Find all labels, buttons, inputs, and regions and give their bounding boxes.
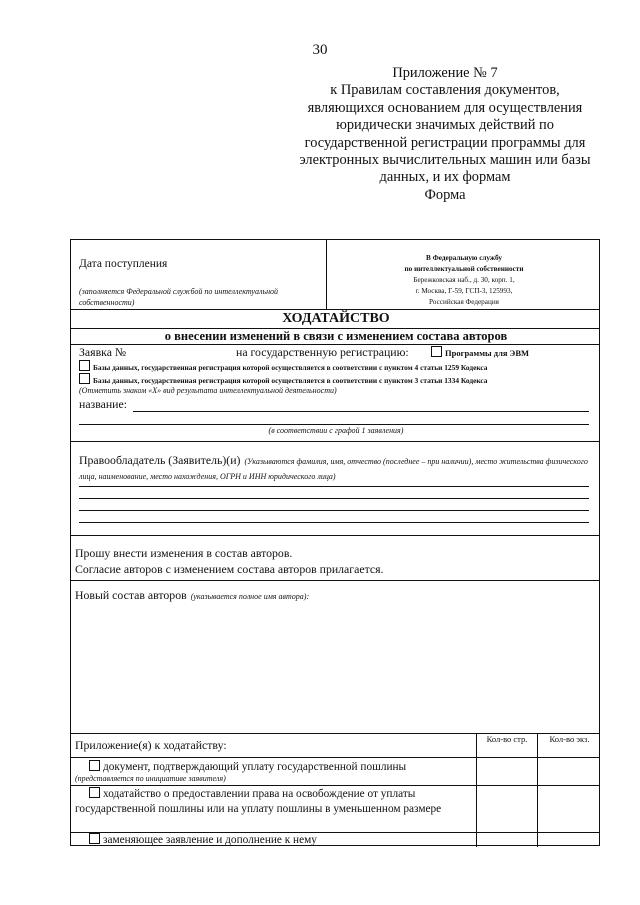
appendix-line: данных, и их формам [379,169,511,186]
addressee-line: Российская Федерация [429,298,499,306]
col-pages-header: Кол-во стр. [486,734,528,744]
holder-block [79,453,594,483]
name-note: (в соответствии с графой 1 заявления) [268,426,404,435]
checkbox[interactable] [79,360,90,371]
attachment-item-note: (представляется по инициативе заявителя) [75,774,226,783]
col-copies-header: Кол-во экз. [549,734,590,744]
option-database-1259[interactable]: Базы данных, государственная регистрация которой осуществляется в соответствии с пунктом 4 статьи 1259 Кодекса [79,360,488,372]
application-number-label: Заявка № [79,345,127,359]
checkbox[interactable] [79,373,90,384]
appendix-line: электронных вычислительных машин или базы [299,152,591,169]
new-authors-label: Новый состав авторов [75,588,187,602]
checkbox[interactable] [89,787,100,798]
holder-line[interactable] [79,486,589,487]
option-program[interactable]: Программы для ЭВМ [431,346,529,358]
receipt-date-label: Дата поступления [79,258,168,270]
page-number: 30 [312,42,328,58]
request-line-1: Прошу внести изменения в состав авторов. [75,546,293,560]
name-line[interactable] [79,424,589,425]
addressee-line: г. Москва, Г-59, ГСП-3, 125993, [415,287,513,295]
appendix-line: юридически значимых действий по [336,117,554,134]
name-line[interactable] [133,411,589,412]
mark-note: (Отметить знаком «Х» вид результата интеллектуальной деятельности) [79,386,337,395]
new-authors-block [75,586,309,604]
appendix-line: государственной регистрации программы для [304,134,586,151]
checkbox[interactable] [431,346,442,357]
checkbox[interactable] [89,760,100,771]
request-line-2: Согласие авторов с изменением состава авторов прилагается. [75,562,384,576]
petition-form [70,239,600,846]
attachment-item-exemption[interactable]: ходатайство о предоставлении права на освобождение от уплаты государственной пошлины или на уплату пошлины в уменьшенном размере [75,788,442,815]
holder-line[interactable] [79,522,589,523]
attachment-item-replacement[interactable]: заменяющее заявление и дополнение к нему [89,833,317,846]
attachments-label: Приложение(я) к ходатайству: [75,738,227,752]
addressee-line: Бережковская наб., д. 30, корп. 1, [413,276,515,284]
addressee-line: по интеллектуальной собственности [404,265,524,273]
appendix-line: к Правилам составления документов, [330,82,560,99]
checkbox[interactable] [89,833,100,844]
holder-line[interactable] [79,510,589,511]
new-authors-note: (указывается полное имя автора): [190,592,310,601]
name-label: название: [79,397,127,411]
appendix-header [270,65,620,204]
holder-note: (Указываются фамилия, имя, отчество (последнее – при наличии), место жительства физического лица, наименование, место нахождения, ОГРН и ИНН юридического лица) [79,457,588,481]
registration-label: на государственную регистрацию: [236,345,409,359]
addressee-block [329,253,599,308]
petition-subtitle: о внесении изменений в связи с изменением состава авторов [164,329,508,343]
form-label: Форма [424,186,466,203]
appendix-line: являющихся основанием для осуществления [307,99,583,116]
appendix-line: Приложение № 7 [392,65,498,81]
addressee-line: В Федеральную службу [426,254,502,262]
holder-label: Правообладатель (Заявитель)(и) [79,453,241,467]
option-database-1334[interactable]: Базы данных, государственная регистрация которой осуществляется в соответствии с пунктом 3 статьи 1334 Кодекса [79,373,488,385]
holder-line[interactable] [79,498,589,499]
attachment-item-fee[interactable]: документ, подтверждающий уплату государственной пошлины [89,760,406,773]
receipt-date-note: (заполняется Федеральной службой по интеллектуальной собственности) [79,287,279,307]
petition-title: ХОДАТАЙСТВО [282,311,390,326]
